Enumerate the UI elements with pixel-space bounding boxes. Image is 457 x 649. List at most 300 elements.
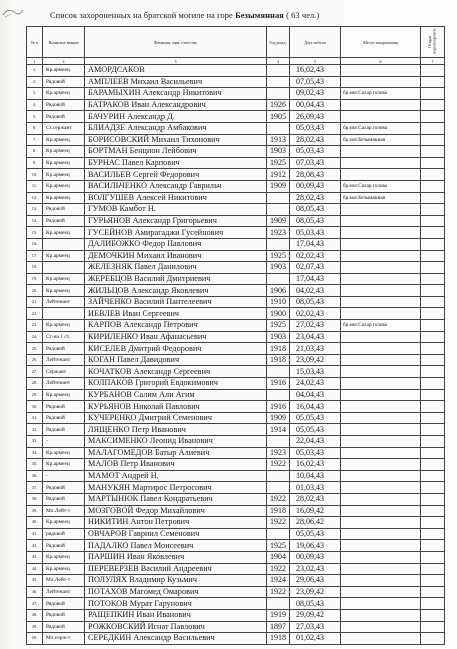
- burial-place-cell: бр.мог.Безымянная: [341, 134, 421, 146]
- table-row: [27, 331, 445, 343]
- rank-cell: Рядовой: [43, 598, 85, 610]
- table-row: [27, 122, 445, 134]
- row-number: 38.: [27, 493, 43, 505]
- document-title: [50, 11, 440, 20]
- name-cell: КУРБАНОВ Салим Али Агим: [85, 389, 267, 401]
- header-death-date: Дата гибели: [290, 27, 341, 58]
- reburied-from-cell: [421, 528, 445, 540]
- death-date-cell: 07,03,43: [290, 157, 341, 169]
- rank-cell: Рядовой: [43, 540, 85, 552]
- birth-year-cell: 1918: [267, 343, 290, 355]
- row-number: 6.: [27, 122, 43, 134]
- table-header-row: [27, 27, 445, 58]
- death-date-cell: 28,02,43: [290, 192, 341, 204]
- reburied-from-cell: [421, 238, 445, 250]
- burial-place-cell: [341, 517, 421, 529]
- death-date-cell: 16,02,43: [290, 459, 341, 471]
- rank-cell: Рядовой: [43, 76, 85, 88]
- rank-cell: Кр.армеец: [43, 157, 85, 169]
- table-row: [27, 447, 445, 459]
- reburied-from-cell: [421, 540, 445, 552]
- row-number: 31.: [27, 412, 43, 424]
- name-cell: ЖЕЛЕЗНЯК Павел Данилович: [85, 262, 267, 274]
- birth-year-cell: 1925: [267, 250, 290, 262]
- reburied-from-cell: [421, 401, 445, 413]
- birth-year-cell: 1916: [267, 401, 290, 413]
- rank-cell: Кр.армеец: [43, 169, 85, 181]
- burial-place-cell: [341, 401, 421, 413]
- burial-place-cell: [341, 459, 421, 471]
- name-cell: АМПЛЕЕВ Михаил Васильевич: [85, 76, 267, 88]
- rank-cell: Рядовой: [43, 111, 85, 123]
- death-date-cell: 08,05,43: [290, 215, 341, 227]
- burial-place-cell: [341, 586, 421, 598]
- rank-cell: Кр.армеец: [43, 180, 85, 192]
- rank-cell: Кр.армеец: [43, 551, 85, 563]
- name-cell: КОГАН Павел Давидович: [85, 354, 267, 366]
- rank-cell: Кр.армеец: [43, 192, 85, 204]
- table-row: [27, 111, 445, 123]
- birth-year-cell: [267, 273, 290, 285]
- rank-cell: Лейтенант: [43, 586, 85, 598]
- rank-cell: Рядовой: [43, 482, 85, 494]
- table-row: [27, 88, 445, 100]
- death-date-cell: 08,05,43: [290, 204, 341, 216]
- burial-place-cell: [341, 262, 421, 274]
- name-cell: КОЧАТКОВ Александр Сергеевич: [85, 366, 267, 378]
- header-reburied-from: Откуда перезахоронен: [421, 27, 445, 58]
- table-row: [27, 551, 445, 563]
- reburied-from-cell: [421, 424, 445, 436]
- row-number: 22.: [27, 308, 43, 320]
- table-row: [27, 621, 445, 633]
- death-date-cell: 23,09,42: [290, 354, 341, 366]
- row-number: 28.: [27, 378, 43, 390]
- reburied-from-cell: [421, 412, 445, 424]
- death-date-cell: 00,04,43: [290, 99, 341, 111]
- rank-cell: Рядовой: [43, 401, 85, 413]
- name-cell: КАРПОВ Александр Петрович: [85, 320, 267, 332]
- reburied-from-cell: [421, 215, 445, 227]
- burial-place-cell: [341, 575, 421, 587]
- burial-place-cell: бр.мог.Сахар.голова: [341, 180, 421, 192]
- rank-cell: Ст.сержант: [43, 122, 85, 134]
- row-number: 15.: [27, 227, 43, 239]
- name-cell: МОЗГОВОЙ Федор Михайлович: [85, 505, 267, 517]
- birth-year-cell: [267, 122, 290, 134]
- table-row: [27, 134, 445, 146]
- row-number: 44.: [27, 563, 43, 575]
- death-date-cell: 28,08,43: [290, 169, 341, 181]
- death-date-cell: 23,04,43: [290, 331, 341, 343]
- birth-year-cell: 1914: [267, 424, 290, 436]
- birth-year-cell: [267, 65, 290, 77]
- name-cell: ЖЕРЕБЦОВ Василий Дмитриевич: [85, 273, 267, 285]
- reburied-from-cell: [421, 331, 445, 343]
- burial-place-cell: [341, 378, 421, 390]
- death-date-cell: 08,05,43: [290, 598, 341, 610]
- rank-cell: Кр.армеец: [43, 517, 85, 529]
- birth-year-cell: 1913: [267, 134, 290, 146]
- reburied-from-cell: [421, 505, 445, 517]
- table-row: [27, 296, 445, 308]
- rank-cell: Мл.Лейт-т: [43, 575, 85, 587]
- name-cell: БОРИСОВСКИЙ Михаил Тихонович: [85, 134, 267, 146]
- burial-place-cell: [341, 389, 421, 401]
- death-date-cell: 08,05,43: [290, 296, 341, 308]
- death-date-cell: 05,03,43: [290, 146, 341, 158]
- row-number: 17.: [27, 250, 43, 262]
- burial-place-cell: [341, 204, 421, 216]
- birth-year-cell: 1900: [267, 308, 290, 320]
- burial-place-cell: [341, 227, 421, 239]
- reburied-from-cell: [421, 459, 445, 471]
- name-cell: ГУСЕЙНОВ Амирагаджи Гусейнович: [85, 227, 267, 239]
- name-cell: НИКИТИН Антон Петрович: [85, 517, 267, 529]
- death-date-cell: 16,04,43: [290, 401, 341, 413]
- death-date-cell: 16,09,42: [290, 505, 341, 517]
- rank-cell: Ст-на 1 ст.: [43, 331, 85, 343]
- birth-year-cell: 1924: [267, 575, 290, 587]
- birth-year-cell: 1926: [267, 99, 290, 111]
- name-cell: ВАСИЛЬЕВ Сергей Федорович: [85, 169, 267, 181]
- table-row: [27, 470, 445, 482]
- reburied-from-cell: [421, 621, 445, 633]
- table-row: [27, 482, 445, 494]
- table-row: [27, 540, 445, 552]
- header-name: Фамилия, имя, отчество: [85, 27, 267, 58]
- burial-place-cell: [341, 551, 421, 563]
- table-row: [27, 586, 445, 598]
- row-number: 32.: [27, 424, 43, 436]
- reburied-from-cell: [421, 366, 445, 378]
- burial-place-cell: [341, 366, 421, 378]
- table-row: [27, 493, 445, 505]
- birth-year-cell: 1912: [267, 169, 290, 181]
- burial-place-cell: бр.мог.Сахар.голова: [341, 88, 421, 100]
- burial-place-cell: [341, 76, 421, 88]
- name-cell: АМОРДСАКОВ: [85, 65, 267, 77]
- rank-cell: Кр.армеец: [43, 285, 85, 297]
- death-date-cell: 04,04,43: [290, 389, 341, 401]
- table-row: [27, 238, 445, 250]
- burial-place-cell: бр.мог.Безымянная: [341, 192, 421, 204]
- row-number: 2.: [27, 76, 43, 88]
- reburied-from-cell: [421, 354, 445, 366]
- header-number: № п: [27, 27, 43, 58]
- row-number: 50.: [27, 633, 43, 645]
- row-number: 46.: [27, 586, 43, 598]
- table-row: [27, 146, 445, 158]
- rank-cell: Рядовой: [43, 609, 85, 621]
- row-number: 48.: [27, 609, 43, 621]
- rank-cell: Кр.армеец: [43, 134, 85, 146]
- birth-year-cell: 1906: [267, 285, 290, 297]
- title-count: ( 63 чел.): [286, 11, 320, 20]
- birth-year-cell: [267, 238, 290, 250]
- row-number: 7.: [27, 134, 43, 146]
- death-date-cell: 26,09,43: [290, 111, 341, 123]
- reburied-from-cell: [421, 517, 445, 529]
- burial-place-cell: [341, 540, 421, 552]
- death-date-cell: 05,05,43: [290, 528, 341, 540]
- birth-year-cell: 1922: [267, 563, 290, 575]
- rank-cell: Кр.армеец: [43, 65, 85, 77]
- row-number: 14.: [27, 215, 43, 227]
- reburied-from-cell: [421, 586, 445, 598]
- reburied-from-cell: [421, 482, 445, 494]
- name-cell: МАМОТ Андрей Н.: [85, 470, 267, 482]
- burial-place-cell: [341, 250, 421, 262]
- row-number: 30.: [27, 401, 43, 413]
- name-cell: ЛЯЩЕНКО Петр Иванович: [85, 424, 267, 436]
- death-date-cell: 28,02,43: [290, 134, 341, 146]
- birth-year-cell: 1903: [267, 262, 290, 274]
- burial-place-cell: [341, 285, 421, 297]
- reburied-from-cell: [421, 146, 445, 158]
- reburied-from-cell: [421, 389, 445, 401]
- burial-place-cell: [341, 111, 421, 123]
- burial-place-cell: [341, 598, 421, 610]
- birth-year-cell: [267, 436, 290, 448]
- birth-year-cell: [267, 598, 290, 610]
- name-cell: МАЛОВ Петр Иванович: [85, 459, 267, 471]
- table-row: [27, 285, 445, 297]
- name-cell: ПОТОКОВ Мурат Гарунович: [85, 598, 267, 610]
- birth-year-cell: 1922: [267, 517, 290, 529]
- burial-place-cell: [341, 621, 421, 633]
- rank-cell: Рядовой: [43, 204, 85, 216]
- rank-cell: Кр.армеец: [43, 88, 85, 100]
- death-date-cell: 04,02,43: [290, 285, 341, 297]
- row-number: 13.: [27, 204, 43, 216]
- name-cell: МАРТЫНЮК Павел Кондратьевич: [85, 493, 267, 505]
- name-cell: ПАДАЛКО Павел Моисеевич: [85, 540, 267, 552]
- row-number: 20.: [27, 285, 43, 297]
- name-cell: ОВЧАРОВ Гавриил Семенович: [85, 528, 267, 540]
- burial-place-cell: [341, 273, 421, 285]
- row-number: 47.: [27, 598, 43, 610]
- death-date-cell: 15,03,43: [290, 366, 341, 378]
- reburied-from-cell: [421, 436, 445, 448]
- table-row: [27, 517, 445, 529]
- row-number: 42.: [27, 540, 43, 552]
- row-number: 11.: [27, 180, 43, 192]
- name-cell: МАЛАГОМЕДОВ Батыр Алиевич: [85, 447, 267, 459]
- death-date-cell: 17,04,43: [290, 273, 341, 285]
- rank-cell: Рядовой: [43, 412, 85, 424]
- table-row: [27, 169, 445, 181]
- reburied-from-cell: [421, 563, 445, 575]
- birth-year-cell: 1923: [267, 227, 290, 239]
- header-rank: Воинское звание: [43, 27, 85, 58]
- row-number: 36.: [27, 470, 43, 482]
- burial-place-cell: бр.мог.Сахар.голова: [341, 320, 421, 332]
- name-cell: ИЕВЛЕВ Иван Сергеевич: [85, 308, 267, 320]
- table-row: [27, 575, 445, 587]
- table-row: [27, 354, 445, 366]
- row-number: 45.: [27, 575, 43, 587]
- death-date-cell: 02,02,43: [290, 250, 341, 262]
- birth-year-cell: 1918: [267, 505, 290, 517]
- name-cell: МАНУКЯН Мартирос Петросович: [85, 482, 267, 494]
- table-row: [27, 598, 445, 610]
- death-date-cell: 22,04,43: [290, 436, 341, 448]
- burial-place-cell: [341, 505, 421, 517]
- death-date-cell: 24,02,43: [290, 378, 341, 390]
- name-cell: ЖИЛЬЦОВ Александр Яковлевич: [85, 285, 267, 297]
- reburied-from-cell: [421, 296, 445, 308]
- row-number: 35.: [27, 459, 43, 471]
- name-cell: ДЕМОЧКИН Михаил Иванович: [85, 250, 267, 262]
- death-date-cell: 29,06,43: [290, 575, 341, 587]
- name-cell: ВОЛГУШЕВ Алексей Никитович: [85, 192, 267, 204]
- death-date-cell: 28,02,43: [290, 493, 341, 505]
- birth-year-cell: [267, 528, 290, 540]
- name-cell: ГУМОВ Камбот Н.: [85, 204, 267, 216]
- birth-year-cell: 1922: [267, 493, 290, 505]
- reburied-from-cell: [421, 122, 445, 134]
- title-prefix: Список захороненных на братской могиле на горе: [50, 11, 233, 20]
- name-cell: МАКСИМЕНКО Леонид Иванович: [85, 436, 267, 448]
- reburied-from-cell: [421, 598, 445, 610]
- rank-cell: Кр.армеец: [43, 563, 85, 575]
- name-cell: РАЩЕПКИН Иван Иванович: [85, 609, 267, 621]
- reburied-from-cell: [421, 111, 445, 123]
- colnum: 5: [290, 58, 341, 65]
- row-number: 5.: [27, 111, 43, 123]
- rank-cell: Кр.армеец: [43, 273, 85, 285]
- reburied-from-cell: [421, 551, 445, 563]
- row-number: 37.: [27, 482, 43, 494]
- rank-cell: [43, 262, 85, 274]
- birth-year-cell: [267, 482, 290, 494]
- burial-place-cell: [341, 157, 421, 169]
- death-date-cell: 28,06,42: [290, 517, 341, 529]
- rank-cell: Рядовой: [43, 424, 85, 436]
- table-row: [27, 215, 445, 227]
- rank-cell: [43, 238, 85, 250]
- title-mountain-name: Безымянная: [235, 11, 284, 20]
- table-row: [27, 157, 445, 169]
- burial-place-cell: [341, 65, 421, 77]
- death-date-cell: 07,05,43: [290, 76, 341, 88]
- birth-year-cell: [267, 192, 290, 204]
- death-date-cell: 00,09,43: [290, 180, 341, 192]
- birth-year-cell: 1910: [267, 296, 290, 308]
- row-number: 24.: [27, 331, 43, 343]
- burial-place-cell: [341, 146, 421, 158]
- reburied-from-cell: [421, 470, 445, 482]
- reburied-from-cell: [421, 609, 445, 621]
- rank-cell: Сержант: [43, 366, 85, 378]
- table-column-numbers-row: [27, 58, 445, 65]
- birth-year-cell: 1922: [267, 586, 290, 598]
- row-number: 18.: [27, 262, 43, 274]
- birth-year-cell: 1903: [267, 331, 290, 343]
- header-birth-year: Год рожд.: [267, 27, 290, 58]
- death-date-cell: 27,03,43: [290, 621, 341, 633]
- death-date-cell: 00,09,43: [290, 551, 341, 563]
- birth-year-cell: 1923: [267, 447, 290, 459]
- row-number: 49.: [27, 621, 43, 633]
- burial-place-cell: [341, 331, 421, 343]
- rank-cell: Лейтенант: [43, 378, 85, 390]
- rank-cell: Мл.серж-т: [43, 633, 85, 645]
- handwritten-mark: [2, 6, 24, 20]
- reburied-from-cell: [421, 180, 445, 192]
- name-cell: БАТРАКОВ Иван Александрович: [85, 99, 267, 111]
- name-cell: ГУРЬЯНОВ Александр Григорьевич: [85, 215, 267, 227]
- table-row: [27, 180, 445, 192]
- table-body: [27, 65, 445, 645]
- reburied-from-cell: [421, 227, 445, 239]
- table-row: [27, 459, 445, 471]
- table-row: [27, 436, 445, 448]
- birth-year-cell: 1919: [267, 609, 290, 621]
- table-row: [27, 412, 445, 424]
- table-row: [27, 227, 445, 239]
- table-row: [27, 192, 445, 204]
- burial-place-cell: [341, 412, 421, 424]
- row-number: 34.: [27, 447, 43, 459]
- row-number: 39.: [27, 505, 43, 517]
- birth-year-cell: 1903: [267, 146, 290, 158]
- death-date-cell: 29,09,42: [290, 609, 341, 621]
- birth-year-cell: 1909: [267, 180, 290, 192]
- reburied-from-cell: [421, 192, 445, 204]
- death-date-cell: 27,02,43: [290, 320, 341, 332]
- rank-cell: Рядовой: [43, 343, 85, 355]
- birth-year-cell: [267, 88, 290, 100]
- birth-year-cell: 1905: [267, 111, 290, 123]
- death-date-cell: 05,03,43: [290, 227, 341, 239]
- reburied-from-cell: [421, 285, 445, 297]
- birth-year-cell: [267, 389, 290, 401]
- reburied-from-cell: [421, 88, 445, 100]
- table-row: [27, 378, 445, 390]
- reburied-from-cell: [421, 633, 445, 645]
- reburied-from-cell: [421, 99, 445, 111]
- birth-year-cell: 1909: [267, 412, 290, 424]
- burial-table: [26, 26, 445, 645]
- burial-place-cell: бр.мог.Сахар.голова: [341, 122, 421, 134]
- table-row: [27, 99, 445, 111]
- reburied-from-cell: [421, 262, 445, 274]
- table-row: [27, 366, 445, 378]
- row-number: 23.: [27, 320, 43, 332]
- rank-cell: Мл.Лейт-т: [43, 505, 85, 517]
- rank-cell: Кр.армеец: [43, 320, 85, 332]
- name-cell: РОЖКОВСКИЙ Игнат Павлович: [85, 621, 267, 633]
- colnum: 4: [267, 58, 290, 65]
- name-cell: КУРЬЯНОВ Николай Павлович: [85, 401, 267, 413]
- rank-cell: Кр.армеец: [43, 146, 85, 158]
- rank-cell: [43, 308, 85, 320]
- reburied-from-cell: [421, 447, 445, 459]
- burial-place-cell: [341, 296, 421, 308]
- burial-place-cell: [341, 343, 421, 355]
- row-number: 25.: [27, 343, 43, 355]
- death-date-cell: 01,02,43: [290, 633, 341, 645]
- birth-year-cell: [267, 470, 290, 482]
- rank-cell: -: [43, 436, 85, 448]
- reburied-from-cell: [421, 250, 445, 262]
- table-row: [27, 633, 445, 645]
- row-number: 40.: [27, 517, 43, 529]
- row-number: 9.: [27, 157, 43, 169]
- table-row: [27, 528, 445, 540]
